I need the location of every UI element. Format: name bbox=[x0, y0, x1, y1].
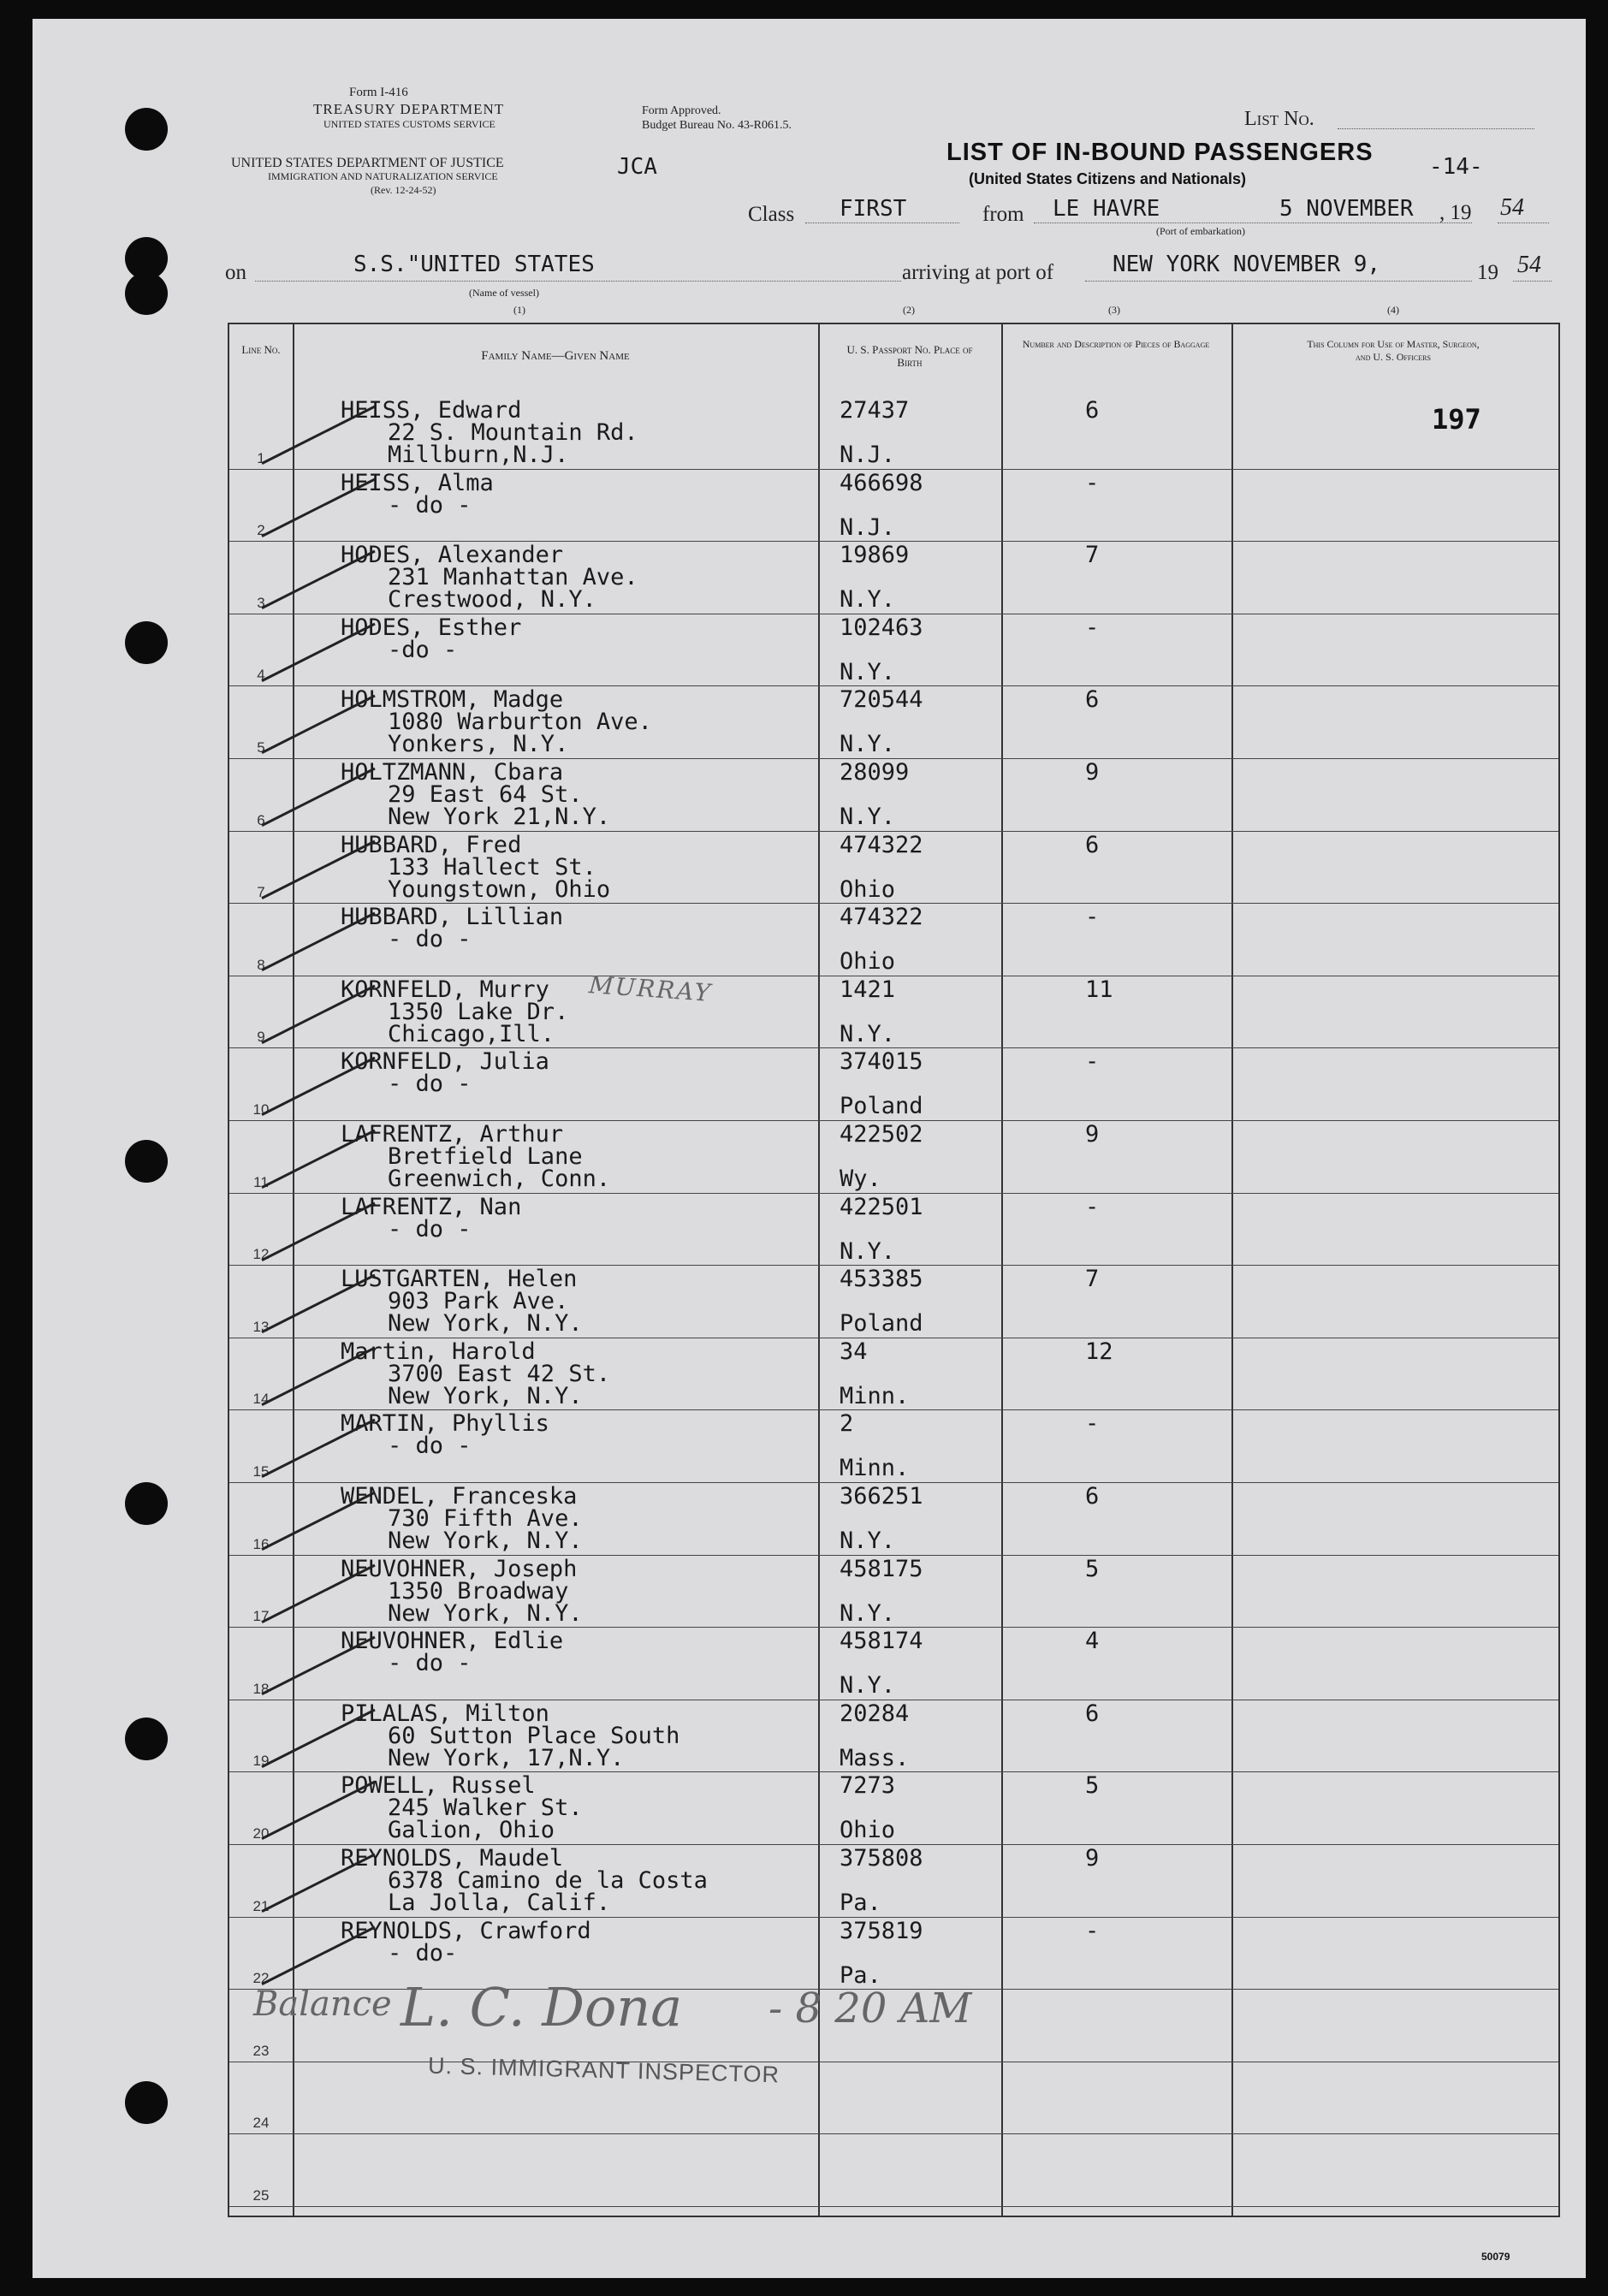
passenger-name: NEUVOHNER, Joseph bbox=[341, 1555, 578, 1582]
table-row bbox=[229, 1338, 1558, 1410]
header-line-no: Line No. bbox=[241, 343, 281, 356]
check-mark bbox=[246, 1919, 383, 1991]
address-line-1: 22 S. Mountain Rd. bbox=[388, 419, 638, 446]
place-of-birth: N.Y. bbox=[840, 658, 896, 685]
baggage-count: 11 bbox=[1085, 976, 1113, 1003]
table-row bbox=[229, 1047, 1558, 1120]
place-of-birth: N.Y. bbox=[840, 1237, 896, 1265]
passenger-name: HUBBARD, Fred bbox=[341, 831, 522, 858]
address-line-1: - do - bbox=[388, 926, 472, 953]
address-line-1: 730 Fifth Ave. bbox=[388, 1505, 583, 1532]
table-row bbox=[229, 1120, 1558, 1193]
line-number: 22 bbox=[252, 1970, 270, 1987]
baggage-count: 9 bbox=[1085, 759, 1100, 786]
place-of-birth: N.Y. bbox=[840, 1020, 896, 1047]
line-number: 24 bbox=[252, 2115, 270, 2132]
table-row bbox=[229, 396, 1558, 469]
baggage-count: 9 bbox=[1085, 1121, 1100, 1148]
department-of-justice: UNITED STATES DEPARTMENT OF JUSTICE bbox=[231, 156, 504, 170]
departure-year-line bbox=[1498, 222, 1549, 223]
table-row bbox=[229, 1555, 1558, 1628]
passenger-name: HEISS, Alma bbox=[341, 469, 494, 496]
place-of-birth: Poland bbox=[840, 1310, 923, 1338]
arrival-year: 54 bbox=[1517, 252, 1541, 278]
passenger-name: PILALAS, Milton bbox=[341, 1700, 549, 1727]
passenger-name: MARTIN, Phyllis bbox=[341, 1410, 549, 1438]
place-of-birth: Ohio bbox=[840, 1817, 896, 1844]
passenger-name: Martin, Harold bbox=[341, 1338, 536, 1365]
place-of-birth: N.Y. bbox=[840, 1599, 896, 1627]
baggage-count: 6 bbox=[1085, 397, 1100, 424]
place-of-birth: Pa. bbox=[840, 1961, 881, 1989]
binder-hole bbox=[125, 1482, 168, 1525]
baggage-count: 6 bbox=[1085, 686, 1100, 714]
form-approved: Form Approved. bbox=[642, 104, 721, 117]
column-4-number: (4) bbox=[1387, 304, 1399, 316]
address-line-1: 3700 East 42 St. bbox=[388, 1360, 611, 1387]
clerk-initials: JCA bbox=[617, 154, 657, 180]
check-mark bbox=[246, 471, 383, 543]
table-row bbox=[229, 614, 1558, 686]
passport-number: 458175 bbox=[840, 1555, 923, 1582]
line-number: 10 bbox=[252, 1101, 270, 1118]
line-number: 21 bbox=[252, 1897, 270, 1914]
baggage-count: 7 bbox=[1085, 542, 1100, 569]
address-line-1: 1350 Lake Dr. bbox=[388, 998, 569, 1025]
address-line-1: 1350 Broadway bbox=[388, 1577, 569, 1605]
table-row bbox=[229, 685, 1558, 758]
passenger-name: NEUVOHNER, Edlie bbox=[341, 1628, 564, 1655]
passenger-name: LAFRENTZ, Nan bbox=[341, 1193, 522, 1220]
passport-number: 20284 bbox=[840, 1700, 910, 1727]
check-mark bbox=[246, 1773, 383, 1846]
check-mark bbox=[246, 1411, 383, 1484]
column-2-number: (2) bbox=[903, 304, 915, 316]
vessel-name-note: (Name of vessel) bbox=[469, 287, 539, 299]
check-mark bbox=[246, 833, 383, 905]
address-line-2: Millburn,N.J. bbox=[388, 442, 569, 468]
departure-date: 5 NOVEMBER bbox=[1279, 196, 1414, 222]
binder-hole bbox=[125, 1718, 168, 1760]
table-row bbox=[229, 758, 1558, 831]
address-line-1: 133 Hallect St. bbox=[388, 853, 596, 881]
address-line-1: 60 Sutton Place South bbox=[388, 1722, 680, 1749]
from-label: from bbox=[982, 203, 1024, 226]
check-mark bbox=[246, 687, 383, 760]
line-number: 6 bbox=[257, 811, 265, 828]
table-row bbox=[229, 2133, 1558, 2206]
table-row bbox=[229, 1700, 1558, 1772]
passport-number: 422502 bbox=[840, 1121, 923, 1148]
address-line-1: - do - bbox=[388, 491, 472, 519]
address-line-2: New York 21,N.Y. bbox=[388, 804, 611, 830]
table-row bbox=[229, 1265, 1558, 1338]
vessel-name: S.S."UNITED STATES bbox=[353, 252, 595, 277]
arriving-label: arriving at port of bbox=[902, 261, 1054, 284]
passport-number: 366251 bbox=[840, 1483, 923, 1510]
check-mark bbox=[246, 1846, 383, 1919]
baggage-count: - bbox=[1085, 1193, 1100, 1220]
line-number: 19 bbox=[252, 1753, 270, 1770]
column-1-number: (1) bbox=[513, 304, 525, 316]
line-number: 23 bbox=[252, 2042, 270, 2059]
class-label: Class bbox=[748, 203, 795, 226]
check-mark bbox=[246, 1049, 383, 1122]
form-number: Form I-416 bbox=[349, 86, 408, 99]
address-line-1: 903 Park Ave. bbox=[388, 1288, 569, 1315]
passport-number: 27437 bbox=[840, 397, 910, 424]
line-number: 8 bbox=[257, 956, 265, 973]
vessel-line bbox=[255, 281, 901, 282]
passenger-name: WENDEL, Franceska bbox=[341, 1483, 578, 1510]
baggage-count: 6 bbox=[1085, 831, 1100, 858]
passport-number: 375808 bbox=[840, 1845, 923, 1872]
document-page bbox=[33, 19, 1586, 2278]
line-number: 11 bbox=[253, 1173, 269, 1190]
passport-number: 474322 bbox=[840, 831, 923, 858]
arrival-port-date: NEW YORK NOVEMBER 9, bbox=[1113, 252, 1381, 277]
baggage-count: 6 bbox=[1085, 1700, 1100, 1727]
place-of-birth: N.Y. bbox=[840, 586, 896, 614]
baggage-count: 7 bbox=[1085, 1266, 1100, 1293]
place-of-birth: N.Y. bbox=[840, 804, 896, 830]
arrival-year-prefix: 19 bbox=[1477, 261, 1498, 284]
baggage-count: 5 bbox=[1085, 1555, 1100, 1582]
address-line-1: - do - bbox=[388, 1650, 472, 1677]
departure-year-prefix: , 19 bbox=[1439, 201, 1472, 224]
revision-date: (Rev. 12-24-52) bbox=[371, 184, 436, 196]
address-line-1: 6378 Camino de la Costa bbox=[388, 1867, 708, 1894]
arrival-line bbox=[1085, 281, 1472, 282]
place-of-birth: N.Y. bbox=[840, 731, 896, 758]
passport-number: 720544 bbox=[840, 686, 923, 714]
line-number: 15 bbox=[252, 1462, 270, 1480]
check-mark bbox=[246, 760, 383, 833]
binder-hole bbox=[125, 108, 168, 151]
address-line-2: New York, N.Y. bbox=[388, 1310, 583, 1338]
address-line-2: Galion, Ohio bbox=[388, 1817, 555, 1844]
check-mark bbox=[246, 1557, 383, 1629]
baggage-count: - bbox=[1085, 904, 1100, 931]
address-line-2: Youngstown, Ohio bbox=[388, 875, 611, 903]
list-no-label: List No. bbox=[1244, 108, 1314, 130]
table-row bbox=[229, 1844, 1558, 1917]
address-line-2: La Jolla, Calif. bbox=[388, 1890, 611, 1916]
passenger-name: HODES, Esther bbox=[341, 614, 522, 641]
address-line-1: 231 Manhattan Ave. bbox=[388, 564, 638, 591]
line-number: 12 bbox=[252, 1246, 270, 1263]
check-mark bbox=[246, 977, 383, 1050]
check-mark bbox=[246, 1339, 383, 1412]
line-number: 25 bbox=[252, 2186, 270, 2204]
table-row bbox=[229, 1771, 1558, 1844]
address-line-1: - do - bbox=[388, 1215, 472, 1243]
passport-number: 375819 bbox=[840, 1917, 923, 1944]
passport-number: 102463 bbox=[840, 614, 923, 641]
row-divider bbox=[229, 2206, 1558, 2207]
check-mark bbox=[246, 615, 383, 688]
ins-label: IMMIGRATION AND NATURALIZATION SERVICE bbox=[268, 170, 498, 182]
place-of-birth: Ohio bbox=[840, 875, 896, 903]
check-mark bbox=[246, 1629, 383, 1701]
binder-hole bbox=[125, 621, 168, 664]
table-row bbox=[229, 1409, 1558, 1482]
port-embarkation-note: (Port of embarkation) bbox=[1156, 225, 1245, 237]
place-of-birth: Minn. bbox=[840, 1382, 910, 1409]
place-of-birth: Ohio bbox=[840, 948, 896, 976]
place-of-birth: Minn. bbox=[840, 1455, 910, 1482]
inspector-stamp: U. S. IMMIGRANT INSPECTOR bbox=[427, 2052, 780, 2088]
line-number: 7 bbox=[257, 884, 265, 901]
page-number: -14- bbox=[1429, 154, 1483, 180]
line-number: 16 bbox=[252, 1535, 270, 1552]
passport-number: 453385 bbox=[840, 1266, 923, 1293]
address-line-1: 245 Walker St. bbox=[388, 1795, 583, 1822]
baggage-count: - bbox=[1085, 1917, 1100, 1944]
table-row bbox=[229, 1627, 1558, 1700]
passport-number: 1421 bbox=[840, 976, 896, 1003]
baggage-count: 12 bbox=[1085, 1338, 1113, 1365]
document-subtitle: (United States Citizens and Nationals) bbox=[969, 170, 1247, 187]
passport-number: 458174 bbox=[840, 1628, 923, 1655]
passenger-name: HUBBARD, Lillian bbox=[341, 904, 564, 931]
table-row bbox=[229, 1482, 1558, 1555]
table-row bbox=[229, 903, 1558, 976]
list-no-line bbox=[1338, 128, 1534, 129]
baggage-count: - bbox=[1085, 1048, 1100, 1076]
address-line-1: Bretfield Lane bbox=[388, 1143, 583, 1170]
place-of-birth: N.J. bbox=[840, 513, 896, 541]
passenger-name: HOLMSTROM, Madge bbox=[341, 686, 564, 714]
address-line-1: - do- bbox=[388, 1939, 458, 1967]
check-mark bbox=[246, 1701, 383, 1774]
passenger-name: REYNOLDS, Maudel bbox=[341, 1845, 564, 1872]
baggage-count: 6 bbox=[1085, 1483, 1100, 1510]
header-passport: U. S. Passport No. Place of Birth bbox=[846, 343, 973, 369]
passenger-name: KORNFELD, Murry bbox=[341, 976, 549, 1003]
passenger-name: HODES, Alexander bbox=[341, 542, 564, 569]
address-line-2: New York, N.Y. bbox=[388, 1382, 583, 1409]
check-mark bbox=[246, 1122, 383, 1195]
customs-service: UNITED STATES CUSTOMS SERVICE bbox=[323, 118, 495, 130]
address-line-1: - do - bbox=[388, 1071, 472, 1098]
address-line-1: - do - bbox=[388, 1433, 472, 1460]
budget-bureau-number: Budget Bureau No. 43-R061.5. bbox=[642, 119, 792, 132]
check-mark bbox=[246, 1484, 383, 1557]
line-number: 13 bbox=[252, 1318, 270, 1335]
check-mark bbox=[246, 905, 383, 977]
treasury-department: TREASURY DEPARTMENT bbox=[313, 101, 505, 117]
place-of-birth: Wy. bbox=[840, 1166, 881, 1192]
passenger-table bbox=[228, 323, 1560, 2217]
time-note: - 8 20 AM bbox=[768, 1985, 972, 2032]
address-line-2: New York, N.Y. bbox=[388, 1599, 583, 1627]
passenger-name: LAFRENTZ, Arthur bbox=[341, 1121, 564, 1148]
passport-number: 374015 bbox=[840, 1048, 923, 1076]
line-number: 9 bbox=[257, 1029, 265, 1046]
address-line-1: -do - bbox=[388, 636, 458, 663]
passenger-name: POWELL, Russel bbox=[341, 1772, 536, 1800]
line-number: 14 bbox=[252, 1391, 270, 1408]
header-officers: This Column for Use of Master, Surgeon, and U. S. Officers bbox=[1307, 338, 1480, 363]
line-number: 1 bbox=[257, 449, 265, 466]
balance-note: Balance bbox=[253, 1985, 392, 2024]
header-name: Family Name—Given Name bbox=[481, 349, 630, 363]
baggage-count: - bbox=[1085, 469, 1100, 496]
address-line-1: 1080 Warburton Ave. bbox=[388, 709, 652, 736]
arrival-year-line bbox=[1513, 281, 1552, 282]
on-label: on bbox=[225, 261, 246, 284]
departure-year: 54 bbox=[1500, 194, 1524, 221]
check-mark bbox=[246, 1267, 383, 1339]
passenger-name: LUSTGARTEN, Helen bbox=[341, 1266, 578, 1293]
place-of-birth: N.Y. bbox=[840, 1672, 896, 1700]
stamp-number: 197 bbox=[1432, 403, 1481, 436]
passport-number: 474322 bbox=[840, 904, 923, 931]
address-line-2: New York, 17,N.Y. bbox=[388, 1744, 625, 1771]
passenger-name: HOLTZMANN, Cbara bbox=[341, 759, 564, 786]
column-3-number: (3) bbox=[1108, 304, 1120, 316]
passenger-name: HEISS, Edward bbox=[341, 397, 522, 424]
address-line-2: Chicago,Ill. bbox=[388, 1020, 555, 1047]
binder-hole bbox=[125, 2081, 168, 2124]
table-row bbox=[229, 831, 1558, 904]
line-number: 20 bbox=[252, 1824, 270, 1842]
inspector-signature: L. C. Dona bbox=[401, 1976, 683, 2038]
line-number: 2 bbox=[257, 522, 265, 539]
baggage-count: - bbox=[1085, 614, 1100, 641]
baggage-count: 4 bbox=[1085, 1628, 1100, 1655]
passport-number: 34 bbox=[840, 1338, 868, 1365]
class-line bbox=[805, 222, 959, 223]
address-line-2: Greenwich, Conn. bbox=[388, 1166, 611, 1192]
baggage-count: - bbox=[1085, 1410, 1100, 1438]
line-number: 4 bbox=[257, 667, 265, 684]
passport-number: 7273 bbox=[840, 1772, 896, 1800]
table-row bbox=[229, 541, 1558, 614]
binder-hole bbox=[125, 272, 168, 315]
embarkation-port: LE HAVRE bbox=[1053, 196, 1160, 222]
line-number: 3 bbox=[257, 594, 265, 611]
place-of-birth: Poland bbox=[840, 1093, 923, 1120]
line-number: 17 bbox=[252, 1608, 270, 1625]
place-of-birth: Mass. bbox=[840, 1744, 910, 1771]
place-of-birth: N.Y. bbox=[840, 1528, 896, 1554]
address-line-1: 29 East 64 St. bbox=[388, 781, 583, 808]
passport-number: 2 bbox=[840, 1410, 854, 1438]
binder-hole bbox=[125, 1140, 168, 1183]
passport-number: 466698 bbox=[840, 469, 923, 496]
baggage-count: 9 bbox=[1085, 1845, 1100, 1872]
passenger-name: KORNFELD, Julia bbox=[341, 1048, 549, 1076]
table-row bbox=[229, 976, 1558, 1048]
baggage-count: 5 bbox=[1085, 1772, 1100, 1800]
passport-number: 28099 bbox=[840, 759, 910, 786]
line-number: 5 bbox=[257, 739, 265, 756]
table-row bbox=[229, 469, 1558, 542]
header-baggage: Number and Description of Pieces of Baggage bbox=[1022, 338, 1210, 350]
check-mark bbox=[246, 543, 383, 615]
address-line-2: New York, N.Y. bbox=[388, 1528, 583, 1554]
passport-number: 422501 bbox=[840, 1193, 923, 1220]
check-mark bbox=[246, 1195, 383, 1267]
passenger-name: REYNOLDS, Crawford bbox=[341, 1917, 591, 1944]
form-code: 50079 bbox=[1481, 2251, 1510, 2263]
place-of-birth: Pa. bbox=[840, 1890, 881, 1916]
from-line bbox=[1034, 222, 1472, 223]
check-mark bbox=[246, 398, 383, 471]
line-number: 18 bbox=[252, 1680, 270, 1697]
passport-number: 19869 bbox=[840, 542, 910, 569]
handwritten-correction: MURRAY bbox=[588, 970, 713, 1007]
class-value: FIRST bbox=[840, 196, 907, 222]
table-row bbox=[229, 1193, 1558, 1266]
place-of-birth: N.J. bbox=[840, 442, 896, 468]
address-line-2: Crestwood, N.Y. bbox=[388, 586, 596, 614]
address-line-2: Yonkers, N.Y. bbox=[388, 731, 569, 758]
document-title: LIST OF IN-BOUND PASSENGERS bbox=[946, 139, 1374, 166]
